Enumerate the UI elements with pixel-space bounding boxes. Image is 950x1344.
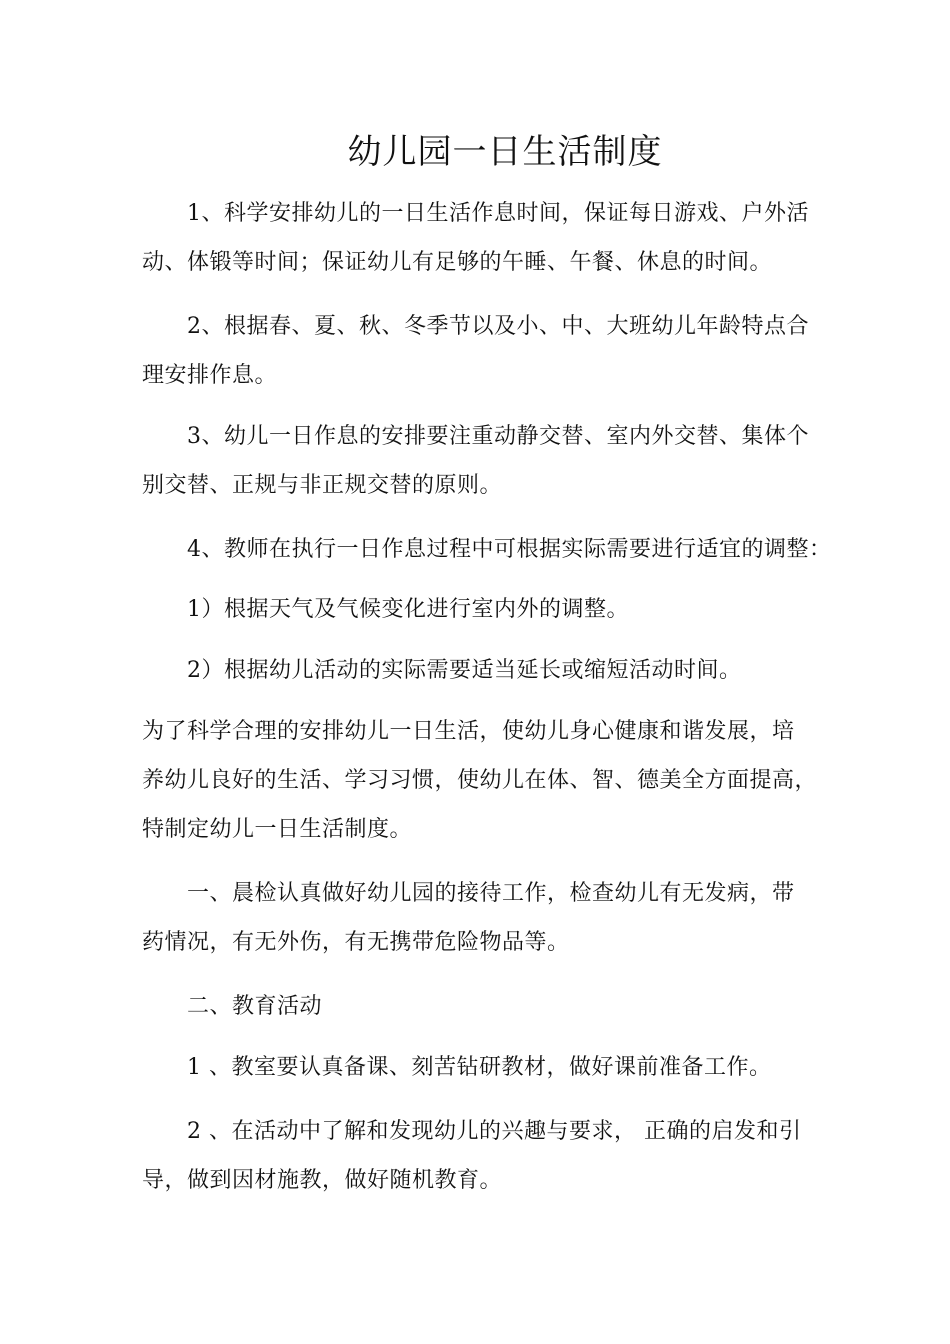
text-line: 动、体锻等时间；保证幼儿有足够的午睡、午餐、休息的时间。 (142, 250, 773, 275)
text-line: 为了科学合理的安排幼儿一日生活，使幼儿身心健康和谐发展，培 (142, 719, 795, 744)
text-line: 1、科学安排幼儿的一日生活作息时间，保证每日游戏、户外活 (187, 201, 809, 226)
text-line: 2、根据春、夏、秋、冬季节以及小、中、大班幼儿年龄特点合 (187, 314, 809, 339)
text-line: 药情况，有无外伤，有无携带危险物品等。 (142, 930, 570, 955)
text-line: 2 、在活动中了解和发现幼儿的兴趣与要求， 正确的启发和引 (187, 1119, 802, 1144)
text-line: 一、晨检认真做好幼儿园的接待工作，检查幼儿有无发病，带 (187, 881, 795, 906)
text-line: 4、教师在执行一日作息过程中可根据实际需要进行适宜的调整： (187, 537, 832, 562)
text-line: 2）根据幼儿活动的实际需要适当延长或缩短活动时间。 (187, 658, 742, 683)
text-line: 养幼儿良好的生活、学习习惯，使幼儿在体、智、德美全方面提高， (142, 768, 818, 793)
text-line: 别交替、正规与非正规交替的原则。 (142, 473, 503, 498)
text-line: 3、幼儿一日作息的安排要注重动静交替、室内外交替、集体个 (187, 424, 809, 449)
text-line: 1）根据天气及气候变化进行室内外的调整。 (187, 597, 629, 622)
text-line: 理安排作息。 (142, 363, 278, 388)
document-title: 幼儿园一日生活制度 (347, 132, 663, 172)
text-line: 二、教育活动 (187, 994, 323, 1019)
text-line: 1 、教室要认真备课、刻苦钻研教材，做好课前准备工作。 (187, 1055, 772, 1080)
text-line: 导，做到因材施教，做好随机教育。 (142, 1168, 503, 1193)
text-line: 特制定幼儿一日生活制度。 (142, 817, 413, 842)
